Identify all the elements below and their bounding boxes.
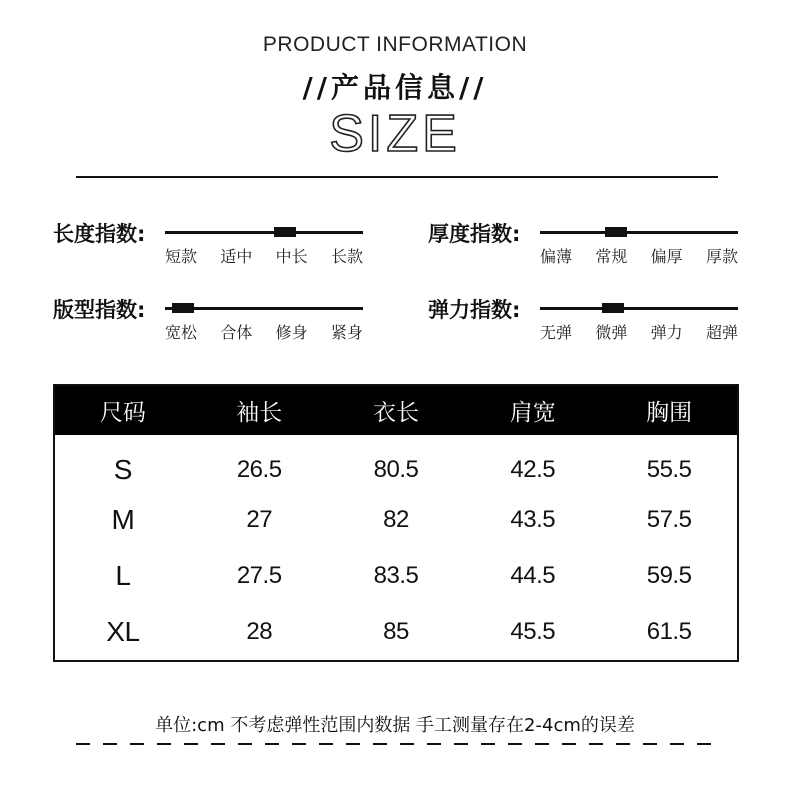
table-cell: 28	[246, 618, 273, 646]
index-track	[540, 231, 738, 234]
size-heading: SIZE	[329, 105, 461, 163]
index-marker	[172, 303, 194, 313]
index-option: 常规	[595, 247, 628, 266]
table-cell: S	[113, 454, 132, 486]
table-row	[54, 435, 738, 492]
dashed-divider	[76, 743, 718, 745]
index-label: 长度指数:	[53, 222, 146, 246]
fit-index	[53, 294, 383, 354]
index-track	[165, 307, 363, 310]
index-track	[540, 307, 738, 310]
size-table	[53, 384, 739, 662]
index-marker	[274, 227, 296, 237]
table-cell: 82	[383, 505, 409, 533]
index-option: 长款	[330, 247, 363, 266]
index-option: 偏厚	[650, 247, 683, 266]
table-cell: 43.5	[510, 505, 556, 533]
index-options	[540, 244, 738, 267]
index-options	[165, 244, 363, 267]
index-option: 合体	[220, 323, 253, 342]
index-marker	[605, 227, 627, 237]
elasticity-index	[428, 294, 758, 354]
thickness-index	[428, 218, 758, 278]
index-label: 版型指数:	[53, 298, 146, 322]
index-option: 弹力	[650, 323, 683, 342]
column-header-size: 尺码	[54, 385, 191, 435]
table-cell: L	[115, 560, 131, 592]
table-row	[54, 548, 738, 605]
index-options	[165, 320, 363, 343]
index-option: 无弹	[540, 323, 573, 342]
table-cell: 59.5	[646, 562, 692, 590]
length-index	[53, 218, 383, 278]
index-options	[540, 320, 738, 343]
table-cell: 42.5	[510, 456, 556, 484]
index-option: 偏薄	[540, 247, 573, 266]
table-cell: 80.5	[373, 456, 419, 484]
table-cell: 83.5	[373, 562, 419, 590]
index-option: 厚款	[705, 247, 738, 266]
table-row	[54, 492, 738, 549]
index-marker	[602, 303, 624, 313]
column-header-chest: 胸围	[601, 385, 738, 435]
index-option: 微弹	[595, 323, 628, 342]
header-title: //产品信息//	[302, 71, 488, 104]
column-header-sleeve: 袖长	[191, 385, 328, 435]
table-cell: M	[111, 503, 135, 535]
table-cell: 85	[383, 618, 409, 646]
table-cell: 26.5	[236, 456, 282, 484]
index-option: 超弹	[705, 323, 738, 342]
index-option: 适中	[220, 247, 253, 266]
index-label: 厚度指数:	[428, 222, 521, 246]
index-option: 紧身	[330, 323, 363, 342]
index-label: 弹力指数:	[428, 298, 521, 322]
table-cell: 27	[246, 505, 273, 533]
table-cell: 45.5	[510, 618, 556, 646]
index-option: 修身	[275, 323, 308, 342]
table-cell: 27.5	[236, 562, 282, 590]
table-cell: XL	[106, 616, 140, 648]
table-row	[54, 605, 738, 662]
index-option: 中长	[275, 247, 308, 266]
table-header-row	[54, 385, 738, 435]
table-cell: 44.5	[510, 562, 556, 590]
index-option: 宽松	[165, 323, 198, 342]
index-option: 短款	[165, 247, 198, 266]
table-cell: 61.5	[646, 618, 692, 646]
index-track	[165, 231, 363, 234]
table-cell: 55.5	[646, 456, 692, 484]
column-header-shoulder: 肩宽	[464, 385, 601, 435]
header-subtitle: PRODUCT INFORMATION	[262, 33, 528, 56]
table-cell: 57.5	[646, 505, 692, 533]
column-header-length: 衣长	[328, 385, 465, 435]
header-divider	[76, 176, 718, 178]
measurement-note: 单位:cm 不考虑弹性范围内数据 手工测量存在2-4cm的误差	[155, 715, 635, 736]
